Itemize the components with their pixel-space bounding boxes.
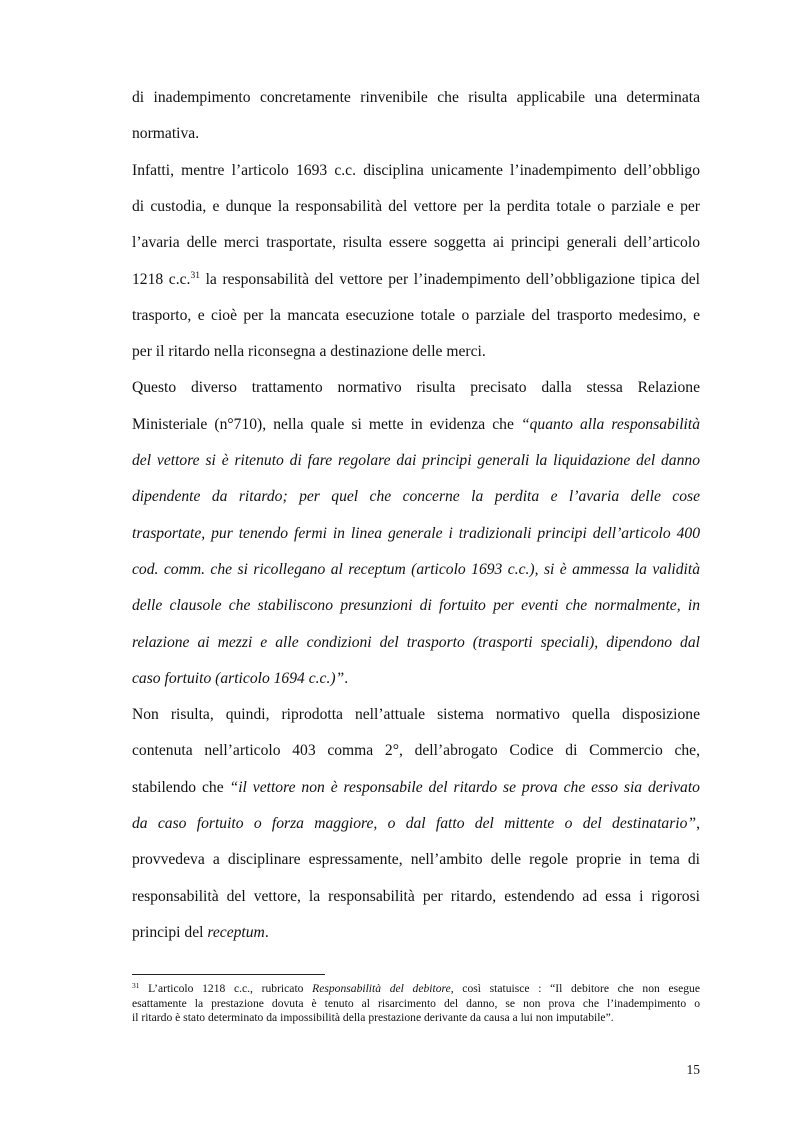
italic-text: del vettore si è ritenuto di fare regolare dai principi generali la liquidazione del danno <box>132 452 700 469</box>
footnote-line <box>132 997 700 1012</box>
text-run: provvedeva a disciplinare espressamente, nell’ambito delle regole proprie in tema di <box>132 851 700 869</box>
text-line <box>132 705 700 725</box>
text-line <box>132 778 700 798</box>
footnote-separator <box>132 974 325 975</box>
text-run: stabilendo che <box>132 778 230 796</box>
text-run: contenuta nell’articolo 403 comma 2°, dell’abrogato Codice di Commercio che, <box>132 742 700 760</box>
text-run: Questo diverso trattamento normativo risulta precisato dalla stessa Relazione <box>132 379 700 397</box>
text-line <box>132 487 700 507</box>
footnote-marker: 31 <box>190 270 200 281</box>
text-line <box>132 560 700 580</box>
text-line <box>132 669 700 689</box>
text-run: di custodia, e dunque la responsabilità del vettore per la perdita totale o parziale e per <box>132 197 700 215</box>
italic-text: da caso fortuito o forza maggiore, o dal fatto del mittente o del destinatario” <box>132 815 697 832</box>
italic-text: caso fortuito (articolo 1694 c.c.)” <box>132 669 345 687</box>
italic-text: “quanto alla responsabilità <box>520 415 700 433</box>
text-line <box>132 306 700 326</box>
italic-text: “il vettore non è responsabile del ritardo se prova che esso sia derivato <box>229 778 700 796</box>
italic-text: relazione ai mezzi e alle condizioni del trasporto (trasporti speciali), dipendono dal <box>132 633 700 651</box>
text-line <box>132 887 700 907</box>
footnote-line <box>132 1011 700 1026</box>
text-line <box>132 197 700 217</box>
text-line <box>132 270 700 290</box>
text-run: . <box>344 669 349 687</box>
text-run: 1218 c.c. <box>132 270 191 288</box>
page-number: 15 <box>686 1062 700 1077</box>
text-line <box>132 633 700 653</box>
text-run: Non risulta, quindi, riprodotta nell’attuale sistema normativo quella disposizione <box>132 706 700 724</box>
italic-text: Responsabilità del debitore <box>312 982 451 995</box>
text-run: per il ritardo nella riconsegna a destinazione delle merci. <box>132 343 486 361</box>
italic-text: receptum <box>207 923 265 941</box>
text-line <box>132 88 700 108</box>
text-line <box>132 923 700 943</box>
text-line <box>132 233 700 253</box>
text-line <box>132 524 700 544</box>
text-line <box>132 741 700 761</box>
text-run: la responsabilità del vettore per l’inadempimento dell’obbligazione tipica del <box>199 270 700 288</box>
text-run: l’avaria delle merci trasportate, risulta essere soggetta ai principi generali dell’articolo <box>132 234 700 252</box>
text-run: , così statuisce : “Il debitore che non esegue <box>450 982 700 995</box>
text-line <box>132 161 700 181</box>
italic-text: cod. comm. che si ricollegano al receptum (articolo 1693 c.c.), si è ammessa la validità <box>132 560 700 578</box>
text-line <box>132 596 700 616</box>
text-line <box>132 124 700 144</box>
text-run: esattamente la prestazione dovuta è tenuto al risarcimento del danno, se non prova che l’inadempimento o <box>132 996 700 1010</box>
text-run: Infatti, mentre l’articolo 1693 c.c. disciplina unicamente l’inadempimento dell’obbligo <box>132 161 700 179</box>
footnote-line <box>132 982 700 997</box>
footnote-marker: 31 <box>132 981 140 990</box>
text-run: il ritardo è stato determinato da impossibilità della prestazione derivante da causa a lui non imputabile”. <box>132 1011 614 1024</box>
text-run: responsabilità del vettore, la responsabilità per ritardo, estendendo ad essa i rigorosi <box>132 887 700 905</box>
text-run: trasporto, e cioè per la mancata esecuzione totale o parziale del trasporto medesimo, e <box>132 306 700 324</box>
italic-text: delle clausole che stabiliscono presunzioni di fortuito per eventi che normalmente, in <box>132 597 700 615</box>
text-line <box>132 378 700 398</box>
text-line <box>132 342 700 362</box>
italic-text: dipendente da ritardo; per quel che concerne la perdita e l’avaria delle cose <box>132 488 700 506</box>
text-run: . <box>264 923 269 941</box>
text-run: principi del <box>132 923 208 941</box>
text-line <box>132 451 700 471</box>
text-run: L’articolo 1218 c.c., rubricato <box>139 982 313 995</box>
text-run: di inadempimento concretamente rinvenibile che risulta applicabile una determinata <box>132 89 700 106</box>
text-line <box>132 814 700 834</box>
italic-text: trasportate, pur tenendo fermi in linea generale i tradizionali principi dell’articolo 400 <box>132 524 700 542</box>
text-run: Ministeriale (n°710), nella quale si mette in evidenza che <box>132 415 521 433</box>
text-run: normativa. <box>132 125 200 143</box>
text-run: , <box>696 815 700 832</box>
text-line <box>132 415 700 435</box>
text-line <box>132 850 700 870</box>
footnotes <box>132 982 700 1026</box>
